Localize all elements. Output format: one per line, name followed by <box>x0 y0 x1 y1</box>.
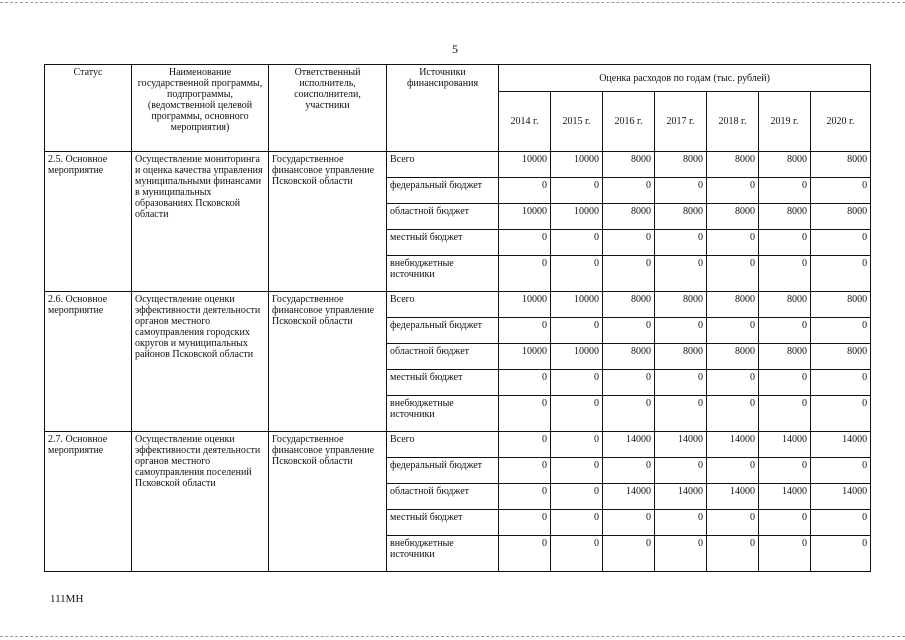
value-cell: 0 <box>759 370 811 396</box>
value-cell: 8000 <box>707 204 759 230</box>
value-cell: 0 <box>551 510 603 536</box>
value-cell: 8000 <box>707 344 759 370</box>
table-row <box>45 432 871 458</box>
value-cell: 10000 <box>551 292 603 318</box>
value-cell: 0 <box>707 458 759 484</box>
value-cell: 8000 <box>759 344 811 370</box>
value-cell: 10000 <box>499 344 551 370</box>
value-cell: 8000 <box>603 292 655 318</box>
value-cell: 0 <box>551 458 603 484</box>
value-cell: 14000 <box>707 484 759 510</box>
value-cell: 0 <box>603 256 655 292</box>
value-cell: 0 <box>759 396 811 432</box>
value-cell: 0 <box>655 510 707 536</box>
value-cell: 0 <box>811 370 871 396</box>
value-cell: 8000 <box>655 152 707 178</box>
header-sources: Источники финансирования <box>387 65 499 152</box>
value-cell: 0 <box>811 178 871 204</box>
source-cell: федеральный бюджет <box>387 318 499 344</box>
value-cell: 8000 <box>655 344 707 370</box>
value-cell: 0 <box>655 536 707 572</box>
value-cell: 0 <box>655 256 707 292</box>
value-cell: 0 <box>603 230 655 256</box>
status-cell: 2.6. Основное мероприятие <box>45 292 132 432</box>
value-cell: 0 <box>603 318 655 344</box>
value-cell: 14000 <box>811 484 871 510</box>
value-cell: 0 <box>551 370 603 396</box>
value-cell: 8000 <box>603 344 655 370</box>
value-cell: 8000 <box>603 152 655 178</box>
footer-code: 111МН <box>50 593 84 605</box>
value-cell: 8000 <box>603 204 655 230</box>
value-cell: 10000 <box>499 152 551 178</box>
header-expenses: Оценка расходов по годам (тыс. рублей) <box>499 65 871 92</box>
value-cell: 0 <box>759 256 811 292</box>
value-cell: 0 <box>707 230 759 256</box>
value-cell: 8000 <box>707 292 759 318</box>
header-year: 2015 г. <box>551 92 603 152</box>
value-cell: 0 <box>655 458 707 484</box>
source-cell: внебюджетные источники <box>387 536 499 572</box>
value-cell: 8000 <box>759 152 811 178</box>
status-cell: 2.5. Основное мероприятие <box>45 152 132 292</box>
value-cell: 10000 <box>551 152 603 178</box>
value-cell: 0 <box>655 370 707 396</box>
executor-cell: Государственное финансовое управление Псковской области <box>269 292 387 432</box>
value-cell: 0 <box>499 318 551 344</box>
executor-cell: Государственное финансовое управление Псковской области <box>269 152 387 292</box>
value-cell: 0 <box>551 256 603 292</box>
value-cell: 0 <box>707 318 759 344</box>
value-cell: 0 <box>811 536 871 572</box>
value-cell: 8000 <box>759 204 811 230</box>
value-cell: 0 <box>759 318 811 344</box>
value-cell: 0 <box>759 510 811 536</box>
table-row <box>45 292 871 318</box>
value-cell: 14000 <box>759 432 811 458</box>
value-cell: 0 <box>551 536 603 572</box>
value-cell: 0 <box>759 178 811 204</box>
source-cell: областной бюджет <box>387 204 499 230</box>
value-cell: 8000 <box>811 152 871 178</box>
value-cell: 10000 <box>499 292 551 318</box>
value-cell: 0 <box>499 370 551 396</box>
value-cell: 14000 <box>603 484 655 510</box>
page-number: 5 <box>452 42 458 56</box>
value-cell: 0 <box>499 458 551 484</box>
value-cell: 0 <box>499 396 551 432</box>
value-cell: 8000 <box>811 344 871 370</box>
value-cell: 0 <box>655 318 707 344</box>
scan-edge-top <box>0 2 905 4</box>
scan-edge-bottom <box>0 636 905 638</box>
value-cell: 0 <box>811 510 871 536</box>
source-cell: Всего <box>387 292 499 318</box>
value-cell: 0 <box>603 178 655 204</box>
value-cell: 0 <box>811 318 871 344</box>
header-year: 2014 г. <box>499 92 551 152</box>
source-cell: федеральный бюджет <box>387 178 499 204</box>
value-cell: 0 <box>551 318 603 344</box>
value-cell: 0 <box>655 178 707 204</box>
financing-table <box>44 64 871 572</box>
source-cell: Всего <box>387 432 499 458</box>
value-cell: 0 <box>759 458 811 484</box>
status-cell: 2.7. Основное мероприятие <box>45 432 132 572</box>
value-cell: 0 <box>707 536 759 572</box>
value-cell: 0 <box>499 230 551 256</box>
source-cell: местный бюджет <box>387 370 499 396</box>
value-cell: 0 <box>499 484 551 510</box>
header-year: 2019 г. <box>759 92 811 152</box>
value-cell: 0 <box>499 432 551 458</box>
value-cell: 0 <box>811 256 871 292</box>
value-cell: 8000 <box>811 292 871 318</box>
header-year: 2016 г. <box>603 92 655 152</box>
value-cell: 0 <box>707 396 759 432</box>
value-cell: 0 <box>551 230 603 256</box>
source-cell: областной бюджет <box>387 484 499 510</box>
value-cell: 10000 <box>499 204 551 230</box>
value-cell: 14000 <box>707 432 759 458</box>
value-cell: 0 <box>499 256 551 292</box>
source-cell: внебюджетные источники <box>387 396 499 432</box>
value-cell: 0 <box>811 458 871 484</box>
value-cell: 8000 <box>655 204 707 230</box>
value-cell: 14000 <box>655 432 707 458</box>
value-cell: 10000 <box>551 344 603 370</box>
source-cell: Всего <box>387 152 499 178</box>
value-cell: 0 <box>603 458 655 484</box>
source-cell: внебюджетные источники <box>387 256 499 292</box>
program-name-cell: Осуществление оценки эффективности деятельности органов местного самоуправления поселений Псковской области <box>132 432 269 572</box>
value-cell: 0 <box>655 396 707 432</box>
table-body <box>45 152 871 572</box>
table-row <box>45 152 871 178</box>
executor-cell: Государственное финансовое управление Псковской области <box>269 432 387 572</box>
value-cell: 8000 <box>707 152 759 178</box>
source-cell: федеральный бюджет <box>387 458 499 484</box>
value-cell: 0 <box>551 432 603 458</box>
value-cell: 14000 <box>811 432 871 458</box>
value-cell: 0 <box>655 230 707 256</box>
value-cell: 0 <box>499 536 551 572</box>
header-executor: Ответственный исполнитель, соисполнители, участники <box>269 65 387 152</box>
program-name-cell: Осуществление оценки эффективности деятельности органов местного самоуправления городских округов и муниципальных районов Псковской области <box>132 292 269 432</box>
header-year: 2018 г. <box>707 92 759 152</box>
value-cell: 0 <box>499 178 551 204</box>
source-cell: местный бюджет <box>387 510 499 536</box>
value-cell: 0 <box>603 510 655 536</box>
value-cell: 14000 <box>603 432 655 458</box>
header-year: 2017 г. <box>655 92 707 152</box>
value-cell: 8000 <box>655 292 707 318</box>
value-cell: 14000 <box>759 484 811 510</box>
value-cell: 10000 <box>551 204 603 230</box>
value-cell: 8000 <box>811 204 871 230</box>
program-name-cell: Осуществление мониторинга и оценка качества управления муниципальными финансами в муниципальных образованиях Псковской области <box>132 152 269 292</box>
value-cell: 0 <box>811 230 871 256</box>
value-cell: 0 <box>603 396 655 432</box>
table-header <box>45 65 871 152</box>
header-year: 2020 г. <box>811 92 871 152</box>
value-cell: 0 <box>551 396 603 432</box>
value-cell: 0 <box>759 230 811 256</box>
value-cell: 0 <box>603 536 655 572</box>
value-cell: 0 <box>707 178 759 204</box>
value-cell: 14000 <box>655 484 707 510</box>
value-cell: 0 <box>551 484 603 510</box>
source-cell: местный бюджет <box>387 230 499 256</box>
value-cell: 0 <box>759 536 811 572</box>
value-cell: 0 <box>603 370 655 396</box>
source-cell: областной бюджет <box>387 344 499 370</box>
header-status: Статус <box>45 65 132 152</box>
value-cell: 0 <box>551 178 603 204</box>
value-cell: 0 <box>811 396 871 432</box>
value-cell: 0 <box>707 256 759 292</box>
value-cell: 0 <box>707 370 759 396</box>
header-program: Наименование государственной программы, подпрограммы, (ведомственной целевой программы, основного мероприятия) <box>132 65 269 152</box>
value-cell: 0 <box>499 510 551 536</box>
value-cell: 0 <box>707 510 759 536</box>
value-cell: 8000 <box>759 292 811 318</box>
